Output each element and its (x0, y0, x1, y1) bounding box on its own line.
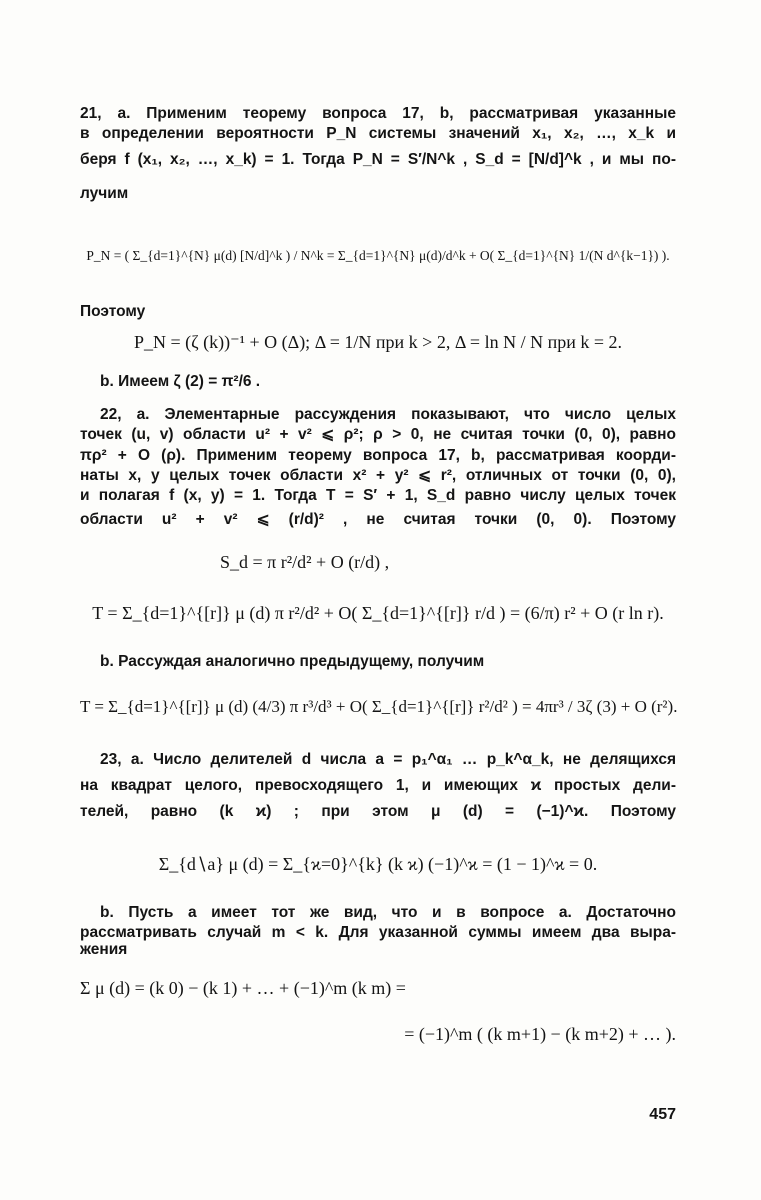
text-line: Поэтому (80, 303, 146, 320)
text-line: 23, a. Число делителей d числа a = p₁^α₁ … p_k^α_k, не делящихся (100, 751, 676, 768)
formula: Σ_{d∖a} μ (d) = Σ_{ϰ=0}^{k} (k ϰ) (−1)^ϰ = (1 − 1)^ϰ = 0. (158, 854, 598, 874)
formula: P_N = (ζ (k))⁻¹ + O (Δ); Δ = 1/N при k > 2, Δ = ln N / N при k = 2. (133, 332, 622, 352)
text-line: рассматривать случай m < k. Для указанной суммы имеем два выра- (80, 924, 676, 941)
text-line: области u² + v² ⩽ (r/d)² , не считая точки (0, 0). Поэтому (80, 511, 676, 528)
text-line: b. Пусть a имеет тот же вид, что и в вопросе a. Достаточно (100, 904, 676, 921)
text-line: b. Рассуждая аналогично предыдущему, получим (100, 653, 485, 670)
page-number: 457 (649, 1106, 676, 1123)
formula: = (−1)^m ( (k m+1) − (k m+2) + … ). (404, 1024, 676, 1044)
formula: T = Σ_{d=1}^{[r]} μ (d) π r²/d² + O( Σ_{d=1}^{[r]} r/d ) = (6/π) r² + O (r ln r). (92, 603, 664, 623)
formula: S_d = π r²/d² + O (r/d) , (220, 552, 390, 572)
text-line: в определении вероятности P_N системы значений x₁, x₂, …, x_k и (80, 125, 676, 142)
text-line: 22, a. Элементарные рассуждения показывают, что число целых (100, 406, 676, 423)
text-line: точек (u, v) области u² + v² ⩽ ρ²; ρ > 0, не считая точки (0, 0), равно (80, 426, 676, 443)
text-line: жения (80, 941, 128, 958)
text-line: πρ² + O (ρ). Применим теорему вопроса 17, b, рассматривая коорди- (80, 447, 676, 464)
text-line: беря f (x₁, x₂, …, x_k) = 1. Тогда P_N = S′/N^k , S_d = [N/d]^k , и мы по- (80, 151, 676, 168)
formula: Σ μ (d) = (k 0) − (k 1) + … + (−1)^m (k m) = (80, 978, 406, 998)
text-line: и полагая f (x, y) = 1. Тогда T = S′ + 1, S_d равно числу целых точек (80, 487, 676, 504)
text-line: на квадрат целого, превосходящего 1, и имеющих ϰ простых дели- (80, 777, 676, 794)
text-line: b. Имеем ζ (2) = π²/6 . (100, 373, 261, 390)
formula: T = Σ_{d=1}^{[r]} μ (d) (4/3) π r³/d³ + O( Σ_{d=1}^{[r]} r²/d² ) = 4πr³ / 3ζ (3) + O (r²). (80, 697, 678, 716)
text-line: телей, равно (k ϰ) ; при этом μ (d) = (−1)^ϰ. Поэтому (80, 803, 676, 820)
formula: P_N = ( Σ_{d=1}^{N} μ(d) [N/d]^k ) / N^k = Σ_{d=1}^{N} μ(d)/d^k + O( Σ_{d=1}^{N} 1/(N d^{k−1}) ). (86, 248, 670, 263)
text-line: наты x, y целых точек области x² + y² ⩽ r², отличных от точки (0, 0), (80, 467, 676, 484)
text-line: 21, a. Применим теорему вопроса 17, b, рассматривая указанные (80, 105, 676, 122)
text-line: лучим (80, 185, 129, 202)
